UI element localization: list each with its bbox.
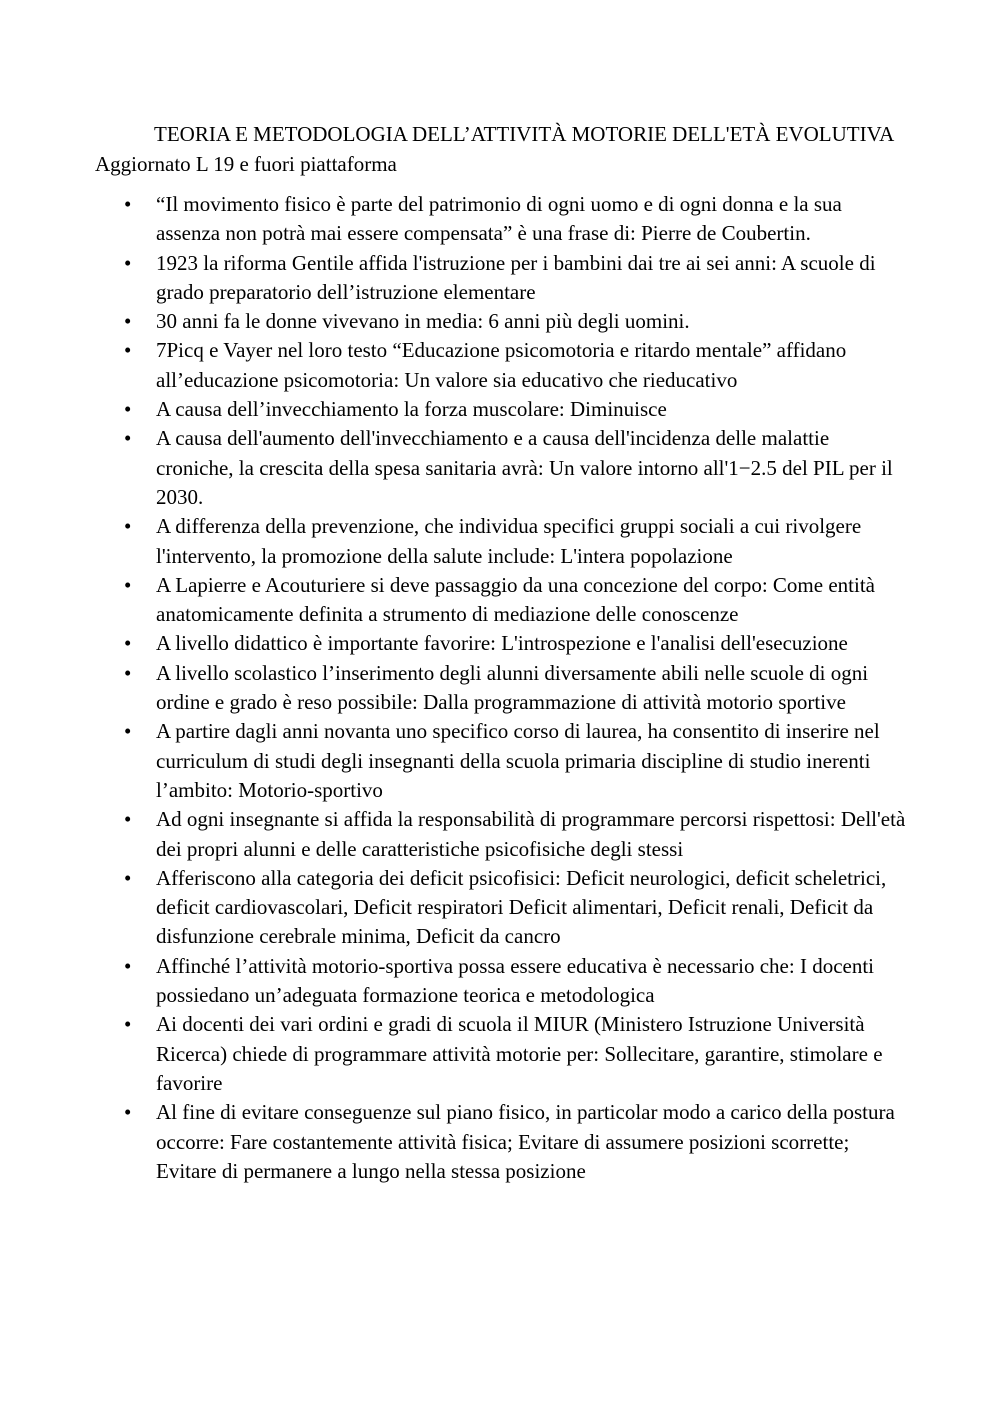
list-item-text: A livello didattico è importante favorire: L'introspezione e l'analisi dell'esecuzione bbox=[156, 631, 848, 656]
list-item bbox=[0, 336, 906, 395]
bullet: • bbox=[124, 953, 132, 978]
list-item-text: “Il movimento fisico è parte del patrimonio di ogni uomo e di ogni donna e la sua assenza non potrà mai essere compensata” è una frase di: Pierre de Coubertin. bbox=[156, 192, 842, 246]
list-item-text: Affinché l’attività motorio-sportiva possa essere educativa è necessario che: I docenti possiedano un’adeguata formazione teorica e metodologica bbox=[156, 953, 875, 1008]
list-item bbox=[0, 629, 906, 658]
list-item-text: A Lapierre e Acouturiere si deve passaggio da una concezione del corpo: Come entità anatomicamente definita a strumento di mediazione delle conoscenze bbox=[156, 572, 875, 627]
list-item-text: Ai docenti dei vari ordini e gradi di scuola il MIUR (Ministero Istruzione Università Ricerca) chiede di programmare attività motorie per: Sollecitare, garantire, stimolare e favorire bbox=[156, 1012, 883, 1095]
list-item bbox=[0, 512, 906, 571]
list-item-text: A causa dell’invecchiamento la forza muscolare: Diminuisce bbox=[156, 397, 667, 422]
list-item bbox=[0, 805, 906, 864]
list-item bbox=[0, 1010, 906, 1098]
list-item-text: 30 anni fa le donne vivevano in media: 6 anni più degli uomini. bbox=[156, 309, 690, 334]
list-item-text: Al fine di evitare conseguenze sul piano fisico, in particolar modo a carico della postura occorre: Fare costantemente attività fisica; Evitare di assumere posizioni scorrette; Evitare di permanere a lungo nella stessa posizione bbox=[156, 1100, 895, 1183]
list-item bbox=[0, 659, 906, 718]
bullet: • bbox=[124, 1100, 132, 1125]
bullet: • bbox=[124, 807, 132, 832]
bullet: • bbox=[124, 572, 132, 597]
list-item-text: Ad ogni insegnante si affida la responsabilità di programmare percorsi rispettosi: Dell'età dei propri alunni e delle caratteristiche psicofisiche degli stessi bbox=[156, 807, 906, 861]
list-item-text: Afferiscono alla categoria dei deficit psicofisici: Deficit neurologici, deficit scheletrici, deficit cardiovascolari, Deficit respiratori Deficit alimentari, Deficit renali, Deficit da disfunzione cerebrale minima, Deficit da cancro bbox=[156, 865, 887, 949]
bullet: • bbox=[124, 250, 132, 275]
bullet: • bbox=[124, 1012, 132, 1037]
bullet: • bbox=[124, 338, 132, 363]
list-item bbox=[0, 395, 906, 424]
list-item-text: A causa dell'aumento dell'invecchiamento e a causa dell'incidenza delle malattie croniche, la crescita della spesa sanitaria avrà: Un valore intorno all'1−2.5 del PIL per il 2030. bbox=[156, 426, 893, 509]
document-title: TEORIA E METODOLOGIA DELL’ATTIVITÀ MOTORIE DELL'ETÀ EVOLUTIVA Aggiornato L 19 e fuori piattaforma bbox=[95, 122, 894, 176]
bullet: • bbox=[124, 631, 132, 656]
bullet: • bbox=[124, 309, 132, 334]
bullet: • bbox=[124, 865, 132, 890]
list-item bbox=[0, 571, 906, 630]
bullet: • bbox=[124, 660, 132, 685]
bullet: • bbox=[124, 426, 132, 451]
list-item bbox=[0, 307, 906, 336]
list-item bbox=[0, 952, 906, 1011]
list-item bbox=[0, 190, 906, 249]
question-answer-list bbox=[0, 190, 1000, 1186]
list-item bbox=[0, 1098, 906, 1186]
list-item bbox=[0, 424, 906, 512]
list-item-text: A differenza della prevenzione, che individua specifici gruppi sociali a cui rivolgere l'intervento, la promozione della salute include: L'intera popolazione bbox=[156, 514, 862, 568]
list-item-text: 1923 la riforma Gentile affida l'istruzione per i bambini dai tre ai sei anni: A scuole di grado preparatorio dell’istruzione elementare bbox=[156, 250, 876, 304]
list-item bbox=[0, 864, 906, 952]
list-item-text: 7Picq e Vayer nel loro testo “Educazione psicomotoria e ritardo mentale” affidano all’educazione psicomotoria: Un valore sia educativo che rieducativo bbox=[156, 338, 847, 392]
list-item-text: A partire dagli anni novanta uno specifico corso di laurea, ha consentito di inserire nel curriculum di studi degli insegnanti della scuola primaria discipline di studio inerenti l’ambito: Motorio-sportivo bbox=[156, 719, 880, 802]
list-item bbox=[0, 249, 906, 308]
bullet: • bbox=[124, 514, 132, 539]
bullet: • bbox=[124, 719, 132, 744]
list-item bbox=[0, 717, 906, 805]
bullet: • bbox=[124, 397, 132, 422]
bullet: • bbox=[124, 192, 132, 216]
list-item-text: A livello scolastico l’inserimento degli alunni diversamente abili nelle scuole di ogni ordine e grado è reso possibile: Dalla programmazione di attività motorio sportive bbox=[156, 660, 869, 715]
